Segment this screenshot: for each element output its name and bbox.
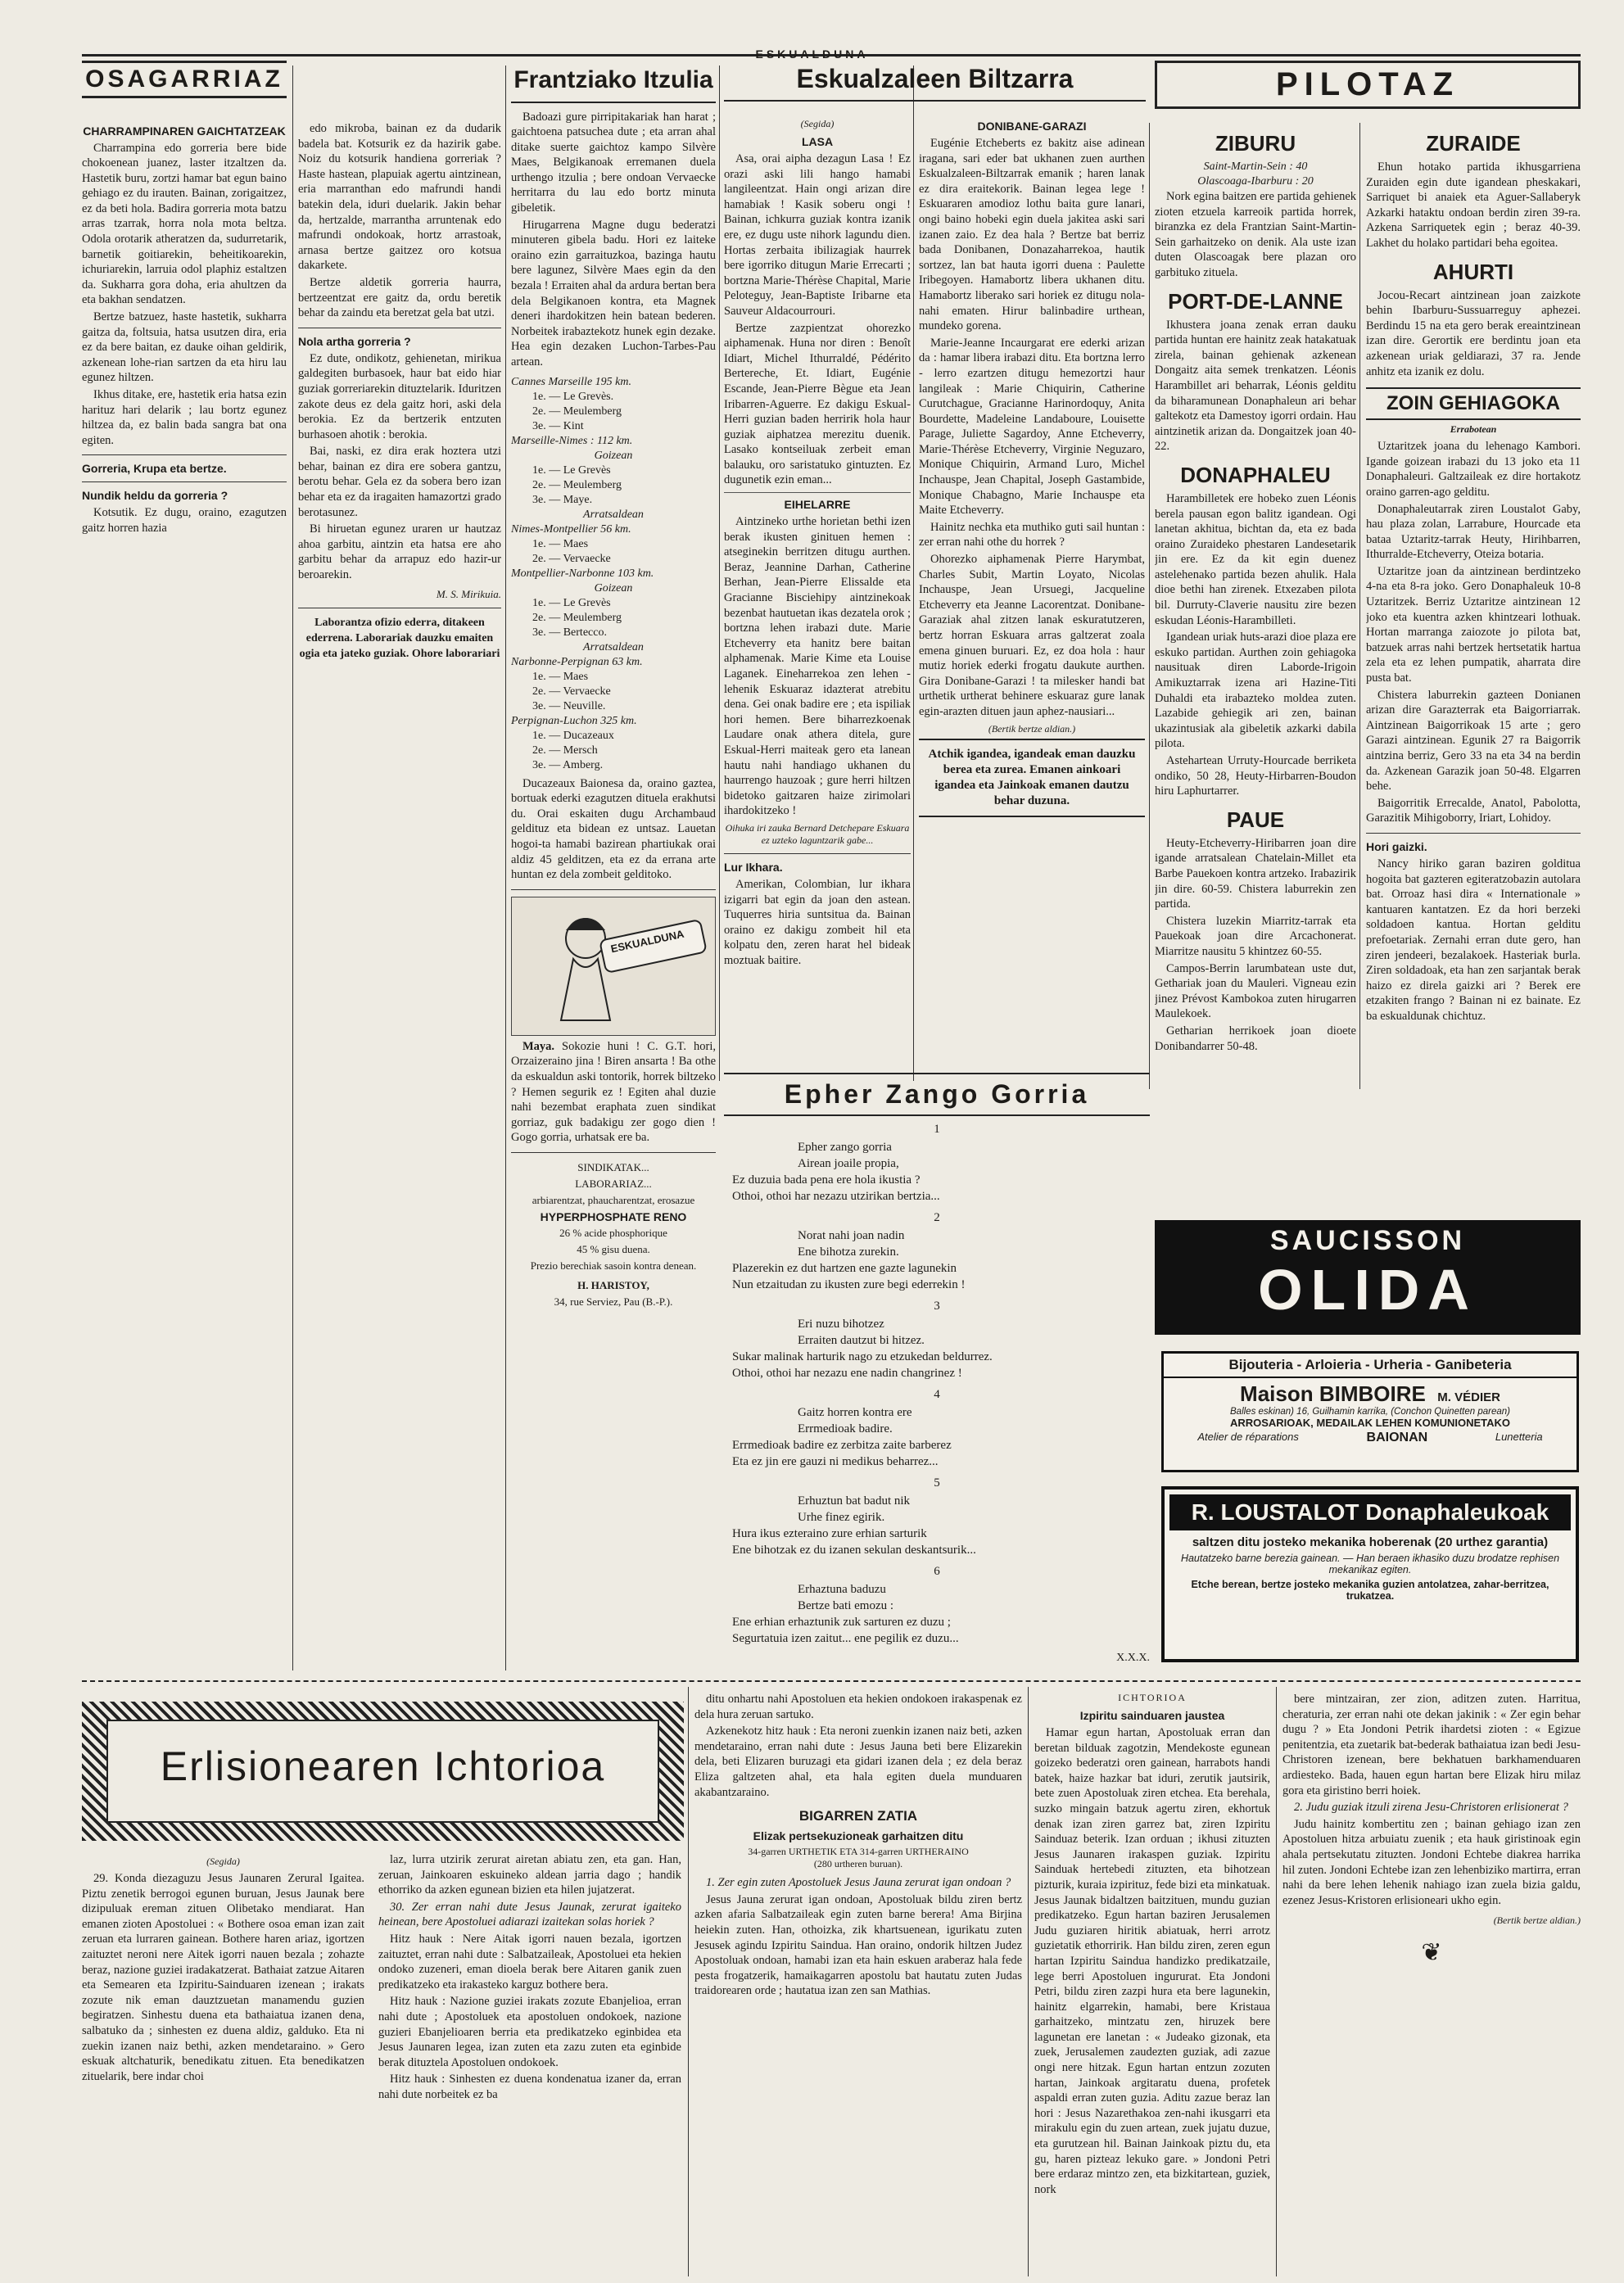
town-heading: AHURTI bbox=[1432, 259, 1514, 284]
ad-line: Etche berean, bertze josteko mekanika guzien antolatzea, zahar-berritzea, trukatzea. bbox=[1191, 1579, 1549, 1602]
speaker-label: Maya. bbox=[522, 1039, 555, 1053]
town-heading: PORT-DE-LANNE bbox=[1168, 288, 1343, 314]
paragraph: Marie-Jeanne Incaurgarat ere ederki arizan da : hamar libera irabazi ditu. Eta bortzna lerro - lerro ezartzen ditugu hemezortzi haur langileak : Marie Chiquirin, Catherine Curutchague, Gracianne Harinordoquy, Anita Bourdette, Madeleine Landaboure, Louisette Parage, Juliette Sagardoy, Anne Etcheverry, Marie-Thérèse Etcheverry, Virginie Neguzaro, Monique Chiquirin, Armand Luro, Michel Inchauspe, Jean Chapital, Joseph Gastambide, Monique Chabagno, Marie Inchauspe eta Maite Etcheverry. bbox=[919, 336, 1145, 518]
town-heading: ZIBURU bbox=[1215, 131, 1296, 156]
result-line: 1e. — Le Grevès bbox=[532, 463, 611, 477]
stage-name: Perpignan-Luchon 325 km. bbox=[511, 714, 637, 727]
paragraph: Hamar egun hartan, Apostoluak erran dan beretan bilduak zagotzin, Mendekoste egunean goizeko bederatzi oren gainean, harrabots handi batek, haize hazkar bat iduri, zerutik jautsirik, bete zuen Apostoluak ziren etchea. Eta berehala, suzko mingain batzuk agertu ziren, ekhortuk denak izan ziren garrez bat, ziren Izpiritu Sainduaz beterik. Izan orduan ; ikhusi zituzten Jesus Jaunaren irakaspen guziak. Izpiritu Sainduak hertebedi zituzten, eta bihotzean pizturik, kuraia izpirituz, fede bizi eta minkatuak. Jesus Jaunak bidaltzen baitzituen, mundu guzian predikatzeko. Egun hartan baziren Jerusalemen Judu guziaren hiritik abiatuak, herri arrotz guzietatik ethorririk. Han bildu ziren, zeren egun hartan Izpiritu Saindua handizko predikatzaile, lege berri Apostoluen ingururat. Eta Jondoni Petri, bildu ziren zazpi hura eta bere lagunekin, hainitz elgarrekin, hamabi, bere Kristaua garhaitzeko, mintzatu zen, hiruzek bere lagunetan ere lanetan : « Judeako gizonak, eta zuek, Jerusalemen zaudezten guziak, adi zazue ongi nere hitzak. Egun hartan entzun zozuten hartan, Jainkoak argitaratu duena, profetek aspaldi erran zuten guzia. Aditu zazue beraz lan hori : Jesus Nazarethakoa zen-nahi ikusgarri eta mirakulu egin du zuen artean, zuek jujatu duzue, eta gurutzean hil. Bainan Jainkoak piztu du, eta gu, haren pizteaz lekuko gare. » Jondoni Petri bere erdaraz mintzo zen, eta bizkitartean, guziek, nork bbox=[1034, 1726, 1270, 2196]
stanza-number: 4 bbox=[934, 1388, 940, 1401]
result-line: 2e. — Meulemberg bbox=[532, 478, 622, 491]
column-rule bbox=[1149, 123, 1150, 1089]
stage-session: Goizean bbox=[594, 581, 633, 594]
column-rule bbox=[505, 66, 506, 1670]
poem-line: Plazerekin ez dut hartzen ene gazte lagunekin bbox=[732, 1262, 957, 1275]
result-line: 3e. — Bertecco. bbox=[532, 626, 607, 639]
article-heading: Lur Ikhara. bbox=[724, 860, 783, 874]
paragraph: Nancy hiriko garan baziren golditua hogoita bat gazteren egiteratzobazin autolara bat. Orroaz hasi dira « Internationale » kantuaren kantatzen. Ez da hori berzeki soldadoen kantua. Hortan gelditu prefoetariak. Zernahi erran dute gero, han ziren jendeeri, bezalakoek. Hasteriak burla. Ziren soldadoak, eta han zen sarjantak berak haizo ez direla gaizki ari ? Berek ere etzakiten frango ? Bainan ni ez bainate. Ez ba eskualdunak chichtuz. bbox=[1366, 857, 1581, 1023]
paragraph: Azkenekotz hitz hauk : Eta neroni zuenkin izanen naiz beti, azken mendetaraino, erran nahi dute : Jesus Jauna beti bere Elizarekin dela, beti Elizaren buruzagi eta gidari izanen dela ; ez dela beraz Eliza galtzeten ahal, eta hala egiten duela munduaren akabantzaraino. bbox=[694, 1725, 1022, 1799]
article-heading: EIHELARRE bbox=[784, 498, 851, 512]
paragraph: Ducazeaux Baionesa da, oraino gaztea, bortuak ederki ezagutzen dituela erakhutsi du. Orai eskaiten dugu Archambaud geldituz eta bidean ez untsaz. Lauetan hogoi-ta hamabi bazirean phartiukak orai aldiz 45 gelditzen, eta ez da errana arte huntan ez dela zombeit gelditoko. bbox=[511, 776, 716, 882]
continued-note: (Segida) bbox=[800, 118, 835, 129]
part-heading: BIGARREN ZATIA bbox=[798, 1808, 918, 1824]
paragraph: Astehartean Urruty-Hourcade berriketa ondiko, 50 28, Heuty-Hirbarren-Boudon hiru Laphurtarrer. bbox=[1155, 754, 1356, 798]
stanza-number: 3 bbox=[934, 1300, 940, 1313]
paragraph: Amerikan, Colombian, lur ikhara izigarri bat egin da joan den astean. Tuquerres hiria suntsitua da. Bainan oraino ez dakigu zombeit hil eta kolpatu den, zeren harat hel bideak moztuak baitire. bbox=[724, 877, 911, 967]
shop-name: Maison BIMBOIRE bbox=[1240, 1381, 1426, 1406]
paragraph: Igandean uriak huts-arazi dioe plaza ere eskuko partidan. Aurthen zoin gehiagoka nausituak diren Laborde-Irigoin Amikuztarrak izena ari Hazine-Titi Duhaldi eta irabazteko moldea zuten. Lazabide gehiegik ari zen, bainan ukazintusiak ala gibeletik azkarki dabila pilota. bbox=[1155, 631, 1356, 751]
notice-igandea bbox=[919, 739, 1145, 817]
ad-line: Prezio berechiak sasoin kontra denean. bbox=[530, 1259, 697, 1272]
ad-line: LABORARIAZ... bbox=[575, 1177, 652, 1190]
result-line: 3e. — Neuville. bbox=[532, 699, 606, 712]
paragraph: Nork egina baitzen ere partida gehienek zioten etzuela karreoik partida horrek, biranzka ez dela Frantzian Saint-Martin-Sein garhaitzeko on denik. Ala uste izan duten Olascoagak bere plazan oro garbituko zituela. bbox=[1155, 190, 1356, 279]
section-title: Erlisionearen Ichtorioa bbox=[160, 1743, 606, 1789]
column-ichtorioa-2 bbox=[378, 1852, 681, 2278]
paragraph: Chistera laburrekin gazteen Donianen arizan dire Garazterrak eta Baigorriarrak. Aintzinean Baigorrikoak 15 arte ; gero Garazi aintzinean. Egunik 27 ra Baigorrik aintzina berriz, Gero 33 na eta 34 na berdin da. Azkenean Garazik joan 50-48. Elgarren behe. bbox=[1366, 688, 1581, 793]
paragraph: Chistera luzekin Miarritz-tarrak eta Pauekoak joan dire Arcachonerat. Miarritze nausitu 5 khintzez 60-55. bbox=[1155, 914, 1356, 958]
paragraph: Hitz hauk : Nazione guziei irakats zozute Ebanjelioa, erran nahi dute ; Apostoluek eta apostoluen ondokoek, nazione guzieri Ebanjelioaren berria eta predikatzeko eginbidea eta Jesus Jaunaren legea, izan zuten eta zazu zuten eta eginbide berak dituztela Apostoluen ondokoek. bbox=[378, 1995, 681, 2069]
poem-title: Epher Zango Gorria bbox=[724, 1073, 1150, 1116]
caption: Oihuka iri zauka Bernard Detchepare Eskuara ez uzteko laguntzarik gabe... bbox=[725, 821, 910, 846]
paragraph: Badoazi gure pirripitakariak han harat ; gaichtoena patsuchea dute ; eta arran ahal ditake suerte gaichtoz kampo Silvère Maes, Belgikanoak erremanen duela urthengo itzulia ; bere ondoan Vervaecke herritarra du lau edo bortz minuta gibeletik. bbox=[511, 110, 716, 215]
column-frantziako-itzulia bbox=[511, 61, 716, 1670]
biltzarra-header bbox=[724, 61, 1146, 102]
result-line: 1e. — Le Grevès. bbox=[532, 390, 614, 403]
poem-line: Segurtatuia izen zaitut... ene pegilik ez duzu... bbox=[732, 1632, 959, 1645]
pilotaz-header bbox=[1155, 61, 1581, 109]
paragraph: laz, lurra utzirik zerurat airetan abiatu zen, eta gan. Han, zeruan, Jainkoaren eskuineko aldean jarria dago ; handik ethorriko da azken egunean bizien eta hilen jujatzerat. bbox=[378, 1853, 681, 1897]
paragraph: Uztaritzek joana du lehenago Kambori. Igande goizean irabazi du 13 joko eta 11 Donaphaleuri. Galtzaileak ez dire hortakotz oraino garren-ago gelditu. bbox=[1366, 440, 1581, 499]
column-ichtorioa-3 bbox=[694, 1692, 1022, 2278]
paragraph: Kotsutik. Ez dugu, oraino, ezagutzen gaitz horren hazia bbox=[82, 506, 287, 535]
shop-name: R. LOUSTALOT Donaphaleukoak bbox=[1169, 1494, 1571, 1530]
stanza-number: 6 bbox=[934, 1565, 940, 1578]
column-ichtorioa-1 bbox=[82, 1852, 364, 2278]
owner-name: M. VÉDIER bbox=[1437, 1390, 1500, 1404]
column-rule bbox=[688, 1687, 689, 2276]
shop-address: Balles eskinan) 16, Guilhamin karrika, (Conchon Quinetten parean) bbox=[1230, 1407, 1510, 1417]
paragraph: Bertze zazpientzat ohorezko aiphamenak. Huna nor diren : Benoît Idiart, Michel Ithurraldé, Pédérito Bertereche, Et. Idiart, Eugénie Escande, Jean-Pierre Bègue eta Jean Iribarren-Aguerre. Ez dakigu Eskual-Herri guzian baden herririk hola haur guziak aiphatzea merezitu duenik. Lasako kontseiluak zerbeit eman balauku, oro saristatuko gintuzten. Ez dugunetik ezin eman... bbox=[724, 321, 911, 487]
column-pilota-left bbox=[1155, 123, 1356, 1089]
ad-line: saltzen ditu josteko mekanika hoberenak (20 urthez garantia) bbox=[1192, 1535, 1549, 1549]
column-rule bbox=[719, 66, 720, 1081]
paragraph: Heuty-Etcheverry-Hiribarren joan dire igande arratsalean Chatelain-Millet eta Barbe Pauekoen kontra artzeko. Irabazirik jin dire. 60-59. Chistera laburrekin zen partida. bbox=[1155, 836, 1356, 911]
column-rule bbox=[1359, 123, 1360, 1089]
column-ichtorioa-4 bbox=[1034, 1692, 1270, 2278]
poem-line: Ene bihotza zurekin. bbox=[798, 1245, 899, 1259]
race-results bbox=[511, 375, 716, 773]
paragraph: Bertze aldetik gorreria haurra, bertzeentzat ere gaitz da, ordu beretik behar da zaindu eta beretzat gela bat utzi. bbox=[298, 275, 501, 320]
paragraph: Baigorritik Errecalde, Anatol, Pabolotta, Garazitik Mihigoborry, Iriart, Lohidoy. bbox=[1366, 796, 1581, 825]
article-heading: Nundik heldu da gorreria ? bbox=[82, 489, 228, 503]
column-rule bbox=[292, 66, 293, 1670]
stanza-number: 1 bbox=[934, 1123, 940, 1136]
paragraph: Uztaritze joan da aintzinean berdintzeko 4-na eta 8-ra joko. Gero Donaphaleuk 10-8 Uztaritzek. Berriz Uztaritze aintzinean 12 joko eta kuentra azken khintzeari lothuak. Hortan marranga zaiozote jo pilota bat, batzuek arras nahi bertzek hertsetatik hartua zela eta ez lehen pumpatik, aharrata dire pusta bat. bbox=[1366, 564, 1581, 685]
poem-line: Errmedioak badire. bbox=[798, 1422, 893, 1435]
result-line: 3e. — Maye. bbox=[532, 493, 593, 506]
town-heading: PAUE bbox=[1226, 807, 1285, 832]
newspaper-label: ESKUALDUNA bbox=[609, 927, 685, 956]
question: 30. Zer erran nahi dute Jesus Jaunak, zerurat igaiteko heinean, bere Apostoluei adiarazi izaitekan solas horiek ? bbox=[378, 1900, 681, 1929]
article-heading: Nola artha gorreria ? bbox=[298, 334, 411, 348]
subheading: 34-garren URTHETIK ETA 314-garren URTHERAINO bbox=[748, 1846, 969, 1858]
poem-line: Ene bihotzak ez du izanen sekulan deskantsurik... bbox=[732, 1544, 976, 1557]
poem-line: Hura ikus ezteraino zure erhian sarturik bbox=[732, 1527, 927, 1540]
stage-name: Narbonne-Perpignan 63 km. bbox=[511, 655, 643, 668]
result-line: 2e. — Meulemberg bbox=[532, 405, 622, 418]
advert-bimboire bbox=[1161, 1351, 1579, 1472]
paragraph: Campos-Berrin larumbatean uste dut, Gethariak joan du Mauleri. Vigneau ezin jinez Prévost Kambokoa zuten hirugarren Maulekoek. bbox=[1155, 961, 1356, 1021]
result-line: 2e. — Meulemberg bbox=[532, 611, 622, 624]
brand-name: OLIDA bbox=[1258, 1258, 1477, 1322]
paragraph: Jocou-Recart aintzinean joan zaizkote behin Ibarburu-Sussuarreguy aphezei. Berdindu 15 na eta gero berak ereaintzinean izan dire. Gerortik ere berdintu joan eta azkenean uriak geldiarazi, 37 ra. Jende anhitz eta izanik ez dolu. bbox=[1366, 288, 1581, 378]
column-osagarriaz bbox=[82, 61, 287, 1670]
stage-name: Montpellier-Narbonne 103 km. bbox=[511, 567, 654, 580]
paragraph: edo mikroba, bainan ez da dudarik badela bat. Kotsurik ez da hazirik gabe. Noiz du kotsurik handiena gorreriak ? Haste hastean, plapuiak agertu aintzinean, eria marranthan edo mafrundi handi batekin dela, iduri duelarik. Jakin behar da, hertzalde, marrantha arruntenak edo mafrundi ondokoak, hortz arrastoak, arnasa bertze gaitzez oro kotsua dakarkete. bbox=[298, 122, 501, 273]
result-line: 1e. — Maes bbox=[532, 537, 589, 550]
article-heading: Izpiritu sainduaren jaustea bbox=[1079, 1709, 1225, 1722]
poem-line: Airean joaile propia, bbox=[798, 1157, 899, 1170]
column-rule bbox=[1028, 1687, 1029, 2276]
poem-line: Eri nuzu bihotzez bbox=[798, 1318, 884, 1331]
result-line: 1e. — Ducazeaux bbox=[532, 729, 614, 742]
town-heading: DONAPHALEU bbox=[1180, 462, 1331, 487]
column-biltzarra-left bbox=[724, 115, 911, 1081]
cartoon-drawing bbox=[512, 897, 716, 1037]
stage-session: Arratsaldean bbox=[583, 640, 644, 653]
subheading: Errabotean bbox=[1450, 423, 1497, 436]
ad-line: Lunetteria bbox=[1495, 1431, 1543, 1443]
score-line: Olascoaga-Ibarburu : 20 bbox=[1197, 175, 1314, 188]
ad-line: SINDIKATAK... bbox=[577, 1160, 649, 1173]
column-pilota-right bbox=[1366, 123, 1581, 1089]
paragraph: Sokozie huni ! C. G.T. hori, Orzaizeraino jina ! Biren ansarta ! Ba othe da eskualdun aski tontorik, horrek biltzeko ? Hemen segurik ez ! Egiten ahal duzie nahi bezembat eraphata zuen sindikat gorriaz, guk badakigu zer gogo dien ! Gogo gorria, urhatsak ere ba. bbox=[511, 1039, 716, 1145]
poem-line: Epher zango gorria bbox=[798, 1141, 892, 1154]
seller-address: 34, rue Serviez, Pau (B.-P.). bbox=[554, 1295, 673, 1308]
question: 2. Judu guziak itzuli zirena Jesu-Christoren erlisionerat ? bbox=[1294, 1801, 1568, 1815]
article-heading: Gorreria, Krupa eta bertze. bbox=[82, 462, 227, 476]
result-line: 2e. — Vervaecke bbox=[532, 552, 611, 565]
ornament-icon: ❦ bbox=[1421, 1939, 1442, 1967]
article-heading: LASA bbox=[801, 135, 834, 148]
stage-name: Marseille-Nimes : 112 km. bbox=[511, 434, 633, 447]
question: 1. Zer egin zuten Apostoluek Jesus Jauna zerurat igan ondoan ? bbox=[706, 1876, 1011, 1890]
paragraph: ditu onhartu nahi Apostoluen eta hekien ondokoen irakaspenak ez dela hura zeruan sartuko. bbox=[694, 1693, 1022, 1721]
paragraph: Hainitz nechka eta muthiko guti sail huntan : zer erran nahi othe du horrek ? bbox=[919, 520, 1145, 549]
advert-loustalot bbox=[1161, 1486, 1579, 1662]
paragraph: 29. Konda diezaguzu Jesus Jaunaren Zerural Igaitea. Piztu zenetik berrogoi egunen buruan, Jesus Jaunak bere dizipuluak ereman zituen Olibetako mendiarat. Han emanen zioten Apostoluei : « Bothere osoa eman izan zait zeruan eta lurraren gainean. Bothere haren ariaz, igortzen zaituztet neroni nere Aitek igorri nauen bezala ; zohazte beraz, nazione guziei iradakatzerat. Bathaiat zatzue Aitaren eta Semearen eta Izpiritu-Sainduaren izenean ; irakats zozute nik eman dauztzuetan manamendu guzien begiratzen. Sinhestu duena eta bathaiatua izanen dena, salbatuko da ; sinhesten ez duena aldiz, galduko. Eta ni zuekin izanen naiz bethi, azken mendetaraino. » Gero eskuak altchaturik, benedikatu zituen. Eta benedikatzen zituelarik, bere indar choi bbox=[82, 1872, 364, 2083]
score-line: Saint-Martin-Sein : 40 bbox=[1203, 160, 1308, 173]
poem-line: Urhe finez egirik. bbox=[798, 1511, 885, 1524]
paragraph: bere mintzairan, zer zion, aditzen zuten. Harritua, cheraturia, zer erran nahi ote dekan jakinik : « Zer egin behar dugu ? » Eta Jondoni Petrik ihardetsi zioten : « Egizue penitentzia, eta zuetarik bat-bederak bathaiatua izan bedi Jesu-Christoren izenean, bere bekhatuen barkhamenduaren ardiesteko. Bada, hauen egun hartan bere Elizak hiru milaz gora eta giristino berri hoiek. bbox=[1282, 1693, 1581, 1797]
article-heading: DONIBANE-GARAZI bbox=[977, 120, 1087, 133]
article-heading: Elizak pertsekuzioneak garhaitzen ditu bbox=[753, 1829, 964, 1843]
article-body bbox=[82, 141, 287, 449]
poem-line: Norat nahi joan nadin bbox=[798, 1229, 905, 1242]
section-title: Eskualzaleen Biltzarra bbox=[724, 61, 1146, 102]
section-title: Frantziako Itzulia bbox=[511, 61, 716, 103]
ad-line: ARROSARIOAK, MEDAILAK LEHEN KOMUNIONETAKO bbox=[1229, 1417, 1511, 1429]
paragraph: Eugénie Etcheberts ez bakitz aise adinean iragana, sari eder bat ukhanen zuen aurthen Eskualzaleen-Biltzarrak emanik ; haren lanak ez dira eraitekorik. Bainan legea lege ! Eskuararen amodioz lothu baita gure lanari, ongi baino hobeki egin duela jakitea aski sari izanen zaio. Ez dea hala ? Bertze bat berriz bada Donibanen, Donazaharrekoa, hautik sortzez, lan bat hauta igorri duena : Paulette Iribegoyen. Hamabortz libera ukhanen ditu. Hamabortz liberako sari horiek ez ditugu nola-nahi ematen. Hirur balinbadire urthean, mundeko gorena. bbox=[919, 137, 1145, 333]
ad-line: Bijouteria - Arloieria - Urheria - Ganibeteria bbox=[1164, 1354, 1577, 1378]
paragraph: Ikhus ditake, ere, hastetik eria hatsa ezin harituz hari delarik ; lau bortz egunez hiltzea da, ez balin bada sangra bat ona egiten. bbox=[82, 388, 287, 447]
poem-line: Eta ez jin ere gauzi ni medikus beharrez... bbox=[732, 1455, 939, 1468]
maya-illustration bbox=[511, 897, 716, 1036]
poem-line: Othoi, othoi har nezazu ene nadin changrinez ! bbox=[732, 1367, 962, 1380]
section-title: OSAGARRIAZ bbox=[82, 61, 287, 98]
ad-line: Hautatzeko barne berezia gainean. — Han beraen ikhasiko duzu brodatze rephisen mekanikaz egiten. bbox=[1180, 1553, 1560, 1575]
article-heading: CHARRAMPINAREN GAICHTATZEAK bbox=[83, 124, 286, 138]
paragraph: Donaphaleutarrak ziren Loustalot Gaby, hau plaza zolan, Larrabure, Hourcade eta bataa Uztaritz-tarrak Heuty, Hirihbarren, Ithurralde-Etcheverry, Oteiza botaria. bbox=[1366, 502, 1581, 562]
notice-laborantza: Laborantza ofizio ederra, ditakeen ederrena. Laborariak dauzku emaiten ogia eta jateko guziak. Ohore laborariari bbox=[299, 616, 500, 660]
town-heading: ZURAIDE bbox=[1426, 131, 1521, 156]
seller-name: H. HARISTOY, bbox=[577, 1278, 649, 1291]
result-line: 2e. — Mersch bbox=[532, 744, 598, 757]
notice-text: Atchik igandea, igandeak eman dauzku berea eta zurea. Emanen ainkoari igandea eta Jainkoak emanen dautzu behar duzuna. bbox=[928, 747, 1136, 807]
paragraph: Getharian herrikoek joan dioete Donibandarrer 50-48. bbox=[1155, 1024, 1356, 1053]
column-ichtorioa-5 bbox=[1282, 1692, 1581, 2278]
result-line: 1e. — Maes bbox=[532, 670, 589, 683]
result-line: 2e. — Vervaecke bbox=[532, 685, 611, 698]
column-gorreria bbox=[298, 121, 501, 1670]
subheading: ICHTORIOA bbox=[1118, 1692, 1187, 1703]
ad-line: Atelier de réparations bbox=[1197, 1431, 1299, 1443]
paragraph: Bertze batzuez, haste hastetik, sukharra gaitza da, foltsuia, hatsa usutzen dira, eria ez da bere baitan, ez dauke oihan geldirik, azkenean lohe-rian sartzen da eta hiru lau egunez hiltzen. bbox=[82, 310, 287, 385]
result-line: 3e. — Amberg. bbox=[532, 758, 604, 771]
signature: X.X.X. bbox=[1116, 1652, 1150, 1664]
newspaper-name: ESKUALDUNA bbox=[755, 47, 869, 61]
ad-line: SAUCISSON bbox=[1269, 1225, 1466, 1256]
product-name: HYPERPHOSPHATE RENO bbox=[540, 1209, 687, 1223]
paragraph: Hitz hauk : Sinhesten ez duena kondenatua izaner da, erran nahi dute norbeitek ez ba bbox=[378, 2073, 681, 2101]
paragraph: Aintzineko urthe horietan bethi izen berak ikusten ginituen hemen : atseginekin berritzen ditugu aurthen. Beraz, Jeannine Darhan, Catherine Berhan, Jean-Pierre Elissalde eta Gracianne Bisciehipy aintzinekoak bezenbat hautuetan ikas dezatela orok ; bortzna lehen irabazi dute. Marie Etcheverry eta hanitz bere baitan alphamenak. Marie Kime eta Louise Laganek. Eineharrekoa zen lehen - lehenik Eskuaraz idazterat atrebitu dena. Gei onak badire ere ; eta ispiliak hori hemen. Bere biharrezkoenak Laudare onak athera ditela, gure Eskual-Herri maiteak gero eta lanean hautu nahi handiago ukhanen du haurrengo hauzoak ; gure herri hiltzen bidetoko gaitzaren haize zirimolari ihardokitzeko ! bbox=[724, 515, 911, 818]
continued-note: (Bertik bertze aldian.) bbox=[988, 722, 1076, 735]
ad-line: arbiarentzat, phaucharentzat, erosazue bbox=[532, 1193, 695, 1206]
stanza-number: 5 bbox=[934, 1476, 940, 1490]
shop-city: BAIONAN bbox=[1366, 1431, 1428, 1444]
paragraph: Asa, orai aipha dezagun Lasa ! Ez orazi aski lili hango hamabi langileentzat. Hain ongi arizan dire hamabiak ! Kasik soberu ongi ! Bainan, ichkurra guziak kontra izanik ere, ez dugu uste nihork lagundu dien. Hortas zerbaita ibilizagiak haurrek bere igorriko ditugun Marie Errecarti ; bortzna Marie-Thérèse Chapital, Marie Peloteguy, Jean-Baptiste Iribarne eta Sauveur Aldacourrouri. bbox=[724, 152, 911, 318]
column-rule bbox=[913, 66, 914, 1081]
poem-line: Erraiten dautzut bi hitzez. bbox=[798, 1334, 925, 1347]
paragraph: Hirugarrena Magne dugu bederatzi minuteren gibela badu. Hori ez laiteke oraino ezin garraituzkoa, bazinga hautu bere lagunez, Silvère Maes egin da den bezala ! Erraiten ahal da ardura bertan bera dela Belgikanoen kontra, eta Magnek deneri ihardokitzen hein batean bederen. Norbeitek irabaztekotz hunek egin dezake. Hea egin dezaken Luchon-Tarbes-Pau artean. bbox=[511, 218, 716, 368]
poem-line: Ez duzuia bada pena ere hola ikustia ? bbox=[732, 1173, 921, 1187]
column-biltzarra-right bbox=[919, 115, 1145, 1081]
advert-olida bbox=[1155, 1220, 1581, 1335]
paragraph: Judu hainitz kombertitu zen ; bainan gehiago izan zen Apostoluen hitza arbuiatu zuenik ; eta hauk giristinoak egin ahala pertsekutatu zituzten. Jondoni Echtebe diakrea harrika hil zuten. Jondoni Echtebe izan zen lehenbiziko martirra, erran nahi da bere lehen lehenik nahiago izan zuela bizia galdu, ezenez Jesus-Kristoren erlisioneari ukho egin. bbox=[1282, 1817, 1581, 1907]
section-title: PILOTAZ bbox=[1155, 61, 1581, 109]
paragraph: Jesus Jauna zerurat igan ondoan, Apostoluak bildu ziren bertz azken afaria Salbatzaileak egin zuten barne berera! Ama Birjina heiekin zuten. Han, othoizka, zik khartsuenean, igurikatu zuten Jesusek agindu Izpiritu Saindua. Han oraino, ondorik hiltzen Judez Apostoluak ondoan, hamabi izan eta hain eskuen araberaz hala fede pesta frogatzerik, hamaikagarren apostolu bat hautatu zuten Judas traidorearen orde ; hautatua izan zen san Mathias. bbox=[694, 1892, 1022, 1998]
continued-note: (Bertik bertze aldian.) bbox=[1493, 1915, 1581, 1927]
column-rule bbox=[1276, 1687, 1277, 2276]
stanza-number: 2 bbox=[934, 1211, 940, 1224]
paragraph: Bi hiruetan egunez uraren ur hautzaz ahoa garbitu, aintzin eta hatsa ere aho garbitu behar da arrapuz edo hazir-ur beroarekin. bbox=[298, 522, 501, 582]
paragraph: Ikhustera joana zenak erran dauku partida huntan ere hainitz zeak hatakatuak zirela, bainan gehienak azkenean Dongaitz aita semek trenkatzen. Léonis Harambillet ari beharrak, Léonis gelditu da biharamunean Donaphaleun ari behar galtekotz eta Damestoy igorri ordain. Hau aintzinetik arizan da. Dongaitzek joan 40-22. bbox=[1155, 318, 1356, 454]
result-line: 1e. — Le Grevès bbox=[532, 596, 611, 609]
stage-name: Cannes Marseille 195 km. bbox=[511, 375, 631, 388]
paragraph: Bai, naski, ez dira erak hoztera utzi behar, bainan ez dira ere sobera gantzu, berotu behar. Gela ez da sobera bero izan behar eta ez da iragaiten hamazortzi grado berotasunez. bbox=[298, 445, 501, 519]
paragraph: Charrampina edo gorreria bere bide chokoenean juanez, laster itzaltzen da. Hastetik buru, zortzi hamar bat egun baino gehiago ez du irauten. Bainan, zorigaitzez, ez da beti hola. Badira gorreria mota batzu arras tzarrak, horra nola mota beltza. Odola orotarik atheratzen da, sudurretarik, barnetik goitiarekin, beheitikoarekin, ichuriarekin, larruia odol plaphiz estaltzen da. Sukharra gora doha, eria ahultzen da eta bakhan sendatzen. bbox=[82, 141, 287, 307]
poem-line: Othoi, othoi har nezazu utzirikan bertzia... bbox=[732, 1190, 940, 1203]
poem-line: Ene erhian erhaztunik zuk sarturen ez duzu ; bbox=[732, 1616, 951, 1629]
article-heading: Hori gaizki. bbox=[1366, 839, 1427, 853]
continued-note: (Segida) bbox=[206, 1856, 240, 1867]
result-line: 3e. — Kint bbox=[532, 419, 584, 432]
poem-epher-zango-gorria bbox=[724, 1073, 1150, 1711]
stage-session: Arratsaldean bbox=[583, 508, 644, 521]
poem-line: Bertze bati emozu : bbox=[798, 1599, 894, 1612]
paragraph: Ohorezko aiphamenak Pierre Harymbat, Charles Subit, Martin Loyato, Nicolas Inchauspe, Jean Ursuegi, Jacqueline Etcheverry eta Jeanne Lacorentzat. Donibane-Garaziak ahal zitzen lanak eskuratutzeren, bertz horran Eskuara arras galtzerat zoala emena ginuen buruari. Ez, ez doa hola : haur mutiz horiek ederki frogatu daukute aurthen. Gira Donibane-Garazi ! ta milesker handi bat urthetik urtherat behinere eskuaraz gure lanak egin-arazten dituen jaun aphez-nausiari... bbox=[919, 553, 1145, 718]
stage-name: Nimes-Montpellier 56 km. bbox=[511, 522, 631, 536]
poem-line: Erhuztun bat badut nik bbox=[798, 1494, 911, 1508]
poem-line: Sukar malinak harturik nago zu etzukedan beldurrez. bbox=[732, 1350, 993, 1363]
subheading: (280 urtheren buruan). bbox=[813, 1858, 903, 1870]
poem-line: Errmedioak badire ez zerbitza zaite barberez bbox=[732, 1439, 952, 1452]
signature: M. S. Mirikuia. bbox=[436, 587, 501, 600]
paragraph: Ehun hotako partida ikhusgarriena Zuraiden egin dute igandean pheskakari, Sarriquet bi anaiek eta Aguer-Sallaberyk Azkarki hataktu ondoan berdin ziren 39-ra. Azkena Sarriquetek egin ; beraz 40-39. Lakhet du holako partidari beha egoitea. bbox=[1366, 160, 1581, 250]
ad-line: 45 % gisu duena. bbox=[577, 1242, 650, 1255]
ad-line: 26 % acide phosphorique bbox=[559, 1226, 667, 1239]
poem-line: Erhaztuna baduzu bbox=[798, 1583, 886, 1596]
advert-reno bbox=[511, 1160, 716, 1310]
paragraph: Hitz hauk : Nere Aitak igorri nauen bezala, igortzen zaituztet, erran nahi dute : Salbatzaileak, Apostoluei eta hekien ondoko zuzeneri, eman dioela berak bere Aitaren ganik zuen predikatzeko eta irakasteko karguz bothere bera. bbox=[378, 1932, 681, 1991]
poem-line: Gaitz horren kontra ere bbox=[798, 1406, 912, 1419]
town-heading: ZOIN GEHIAGOKA bbox=[1366, 387, 1581, 420]
section-divider bbox=[82, 1680, 1581, 1682]
paragraph: Ez dute, ondikotz, gehienetan, mirikua galdegiten burbasoek, haur bat eido hiar guziak gorreriarekin dituztelarik. Iduritzen zakote deus ez dela gaitz hori, aski dela berokia. Ez da bertzerik entzuten burhasoen ahotik : berokia. bbox=[298, 351, 501, 441]
poem-body bbox=[724, 1121, 1150, 1647]
paragraph: Harambilletek ere hobeko zuen Léonis berela pausan egon balitz igandean. Ogi lanetan akhitua, bichtan da, eta ez bada oraino Zuraideko phestaren Landesetarik jin ere. Ez da kit egin duenez astelehenako partida bezen ahulik. Hala dioe bethi han zirenek. Etxezaben pilota bil. Durruty-Claverie nausitu zire bezen eskudan Léonis-Harambilleti. bbox=[1155, 491, 1356, 627]
poem-line: Nun etzaitudan zu ikusten zure begi ederrekin ! bbox=[732, 1278, 966, 1291]
stage-session: Goizean bbox=[594, 449, 633, 462]
